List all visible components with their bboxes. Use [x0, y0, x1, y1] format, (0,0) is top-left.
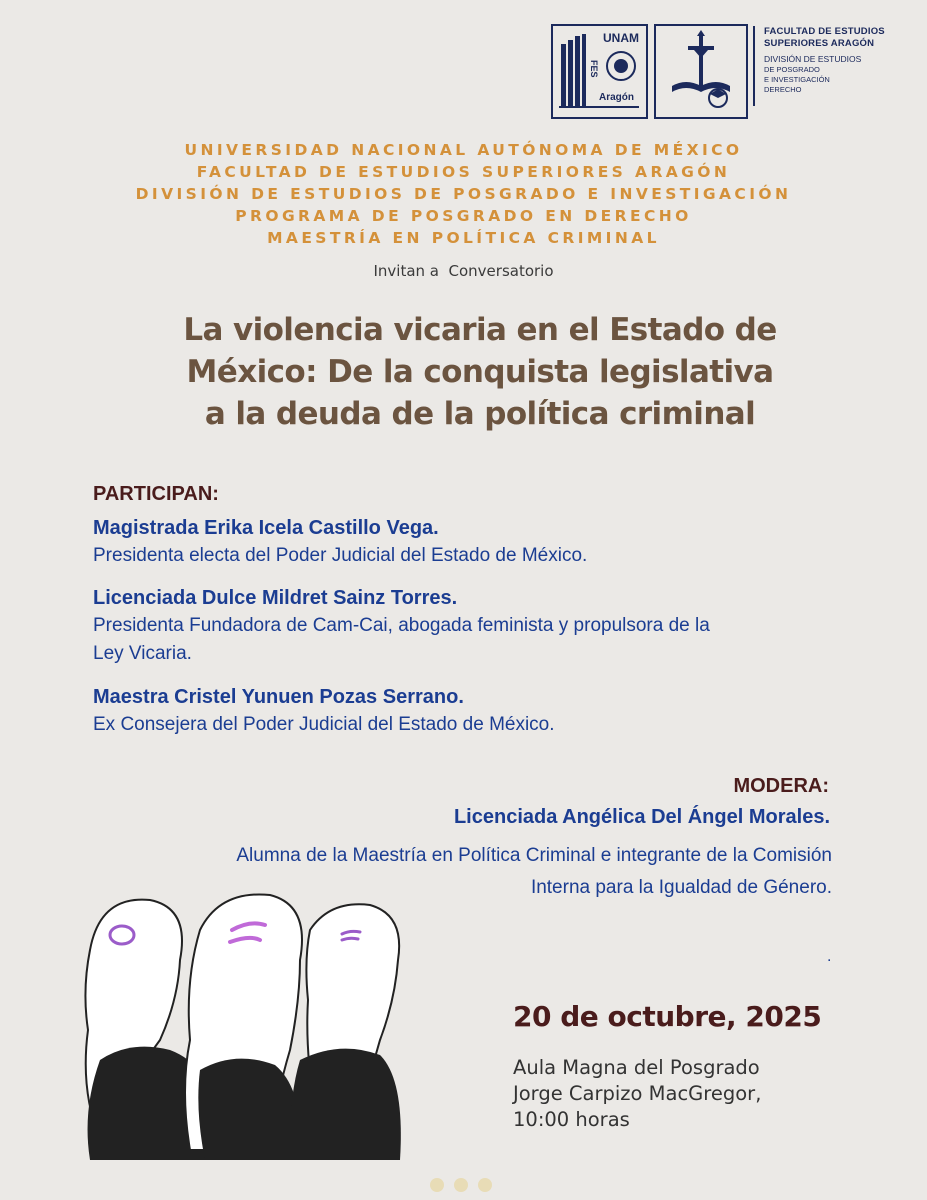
moderator-role-line: Alumna de la Maestría en Política Criminal e integrante de la Comisión — [236, 845, 832, 866]
participant-role: Presidenta electa del Poder Judicial del Estado de México. — [93, 545, 588, 566]
institution-header — [0, 139, 927, 249]
participant-1 — [93, 514, 863, 570]
faculty-logo-text — [764, 26, 924, 95]
faculty-line: SUPERIORES ARAGÓN — [764, 38, 875, 49]
fes-label: FES — [589, 60, 599, 78]
event-date: 20 de octubre, 2025 — [513, 1000, 822, 1033]
woman-right-body — [290, 1049, 401, 1160]
participants-heading: PARTICIPAN: — [93, 483, 219, 505]
institution-line: DIVISIÓN DE ESTUDIOS DE POSGRADO E INVESTIGACIÓN — [135, 185, 792, 203]
division-line: DERECHO — [764, 85, 802, 94]
pager-dot[interactable] — [454, 1178, 468, 1192]
participant-2 — [93, 584, 863, 668]
participant-role: Ley Vicaria. — [93, 643, 192, 664]
participant-role: Ex Consejera del Poder Judicial del Estado de México. — [93, 714, 555, 735]
pager-dot[interactable] — [430, 1178, 444, 1192]
division-line: DIVISIÓN DE ESTUDIOS — [764, 54, 862, 64]
derecho-logo — [654, 24, 748, 119]
institution-line: MAESTRÍA EN POLÍTICA CRIMINAL — [267, 229, 660, 247]
title-line: La violencia vicaria en el Estado de — [183, 312, 777, 348]
logo-divider — [753, 26, 755, 106]
stray-dot: . — [827, 948, 832, 965]
moderator-role-line: Interna para la Igualdad de Género. — [530, 877, 832, 898]
division-line: E INVESTIGACIÓN — [764, 75, 830, 84]
institution-line: UNIVERSIDAD NACIONAL AUTÓNOMA DE MÉXICO — [184, 141, 743, 159]
participant-name: Maestra Cristel Yunuen Pozas Serrano. — [93, 686, 464, 708]
faculty-line: FACULTAD DE ESTUDIOS — [764, 26, 885, 37]
carousel-pager[interactable] — [430, 1178, 492, 1192]
event-venue — [513, 1055, 761, 1133]
moderator-heading: MODERA: — [733, 775, 829, 797]
unam-fes-aragon-logo — [551, 24, 648, 119]
participant-name: Licenciada Dulce Mildret Sainz Torres. — [93, 587, 458, 609]
event-title — [100, 309, 860, 435]
participant-3 — [93, 683, 863, 739]
venue-line: 10:00 horas — [513, 1108, 630, 1131]
aragon-label: Aragón — [599, 92, 634, 103]
women-illustration — [60, 890, 420, 1160]
woman-middle-body — [198, 1059, 300, 1160]
division-line: DE POSGRADO — [764, 65, 820, 74]
participant-name: Magistrada Erika Icela Castillo Vega. — [93, 517, 439, 539]
institution-line: PROGRAMA DE POSGRADO EN DERECHO — [235, 207, 692, 225]
sword-scale-icon — [656, 26, 746, 117]
invitation-text: Invitan a Conversatorio — [373, 262, 554, 280]
unam-label: UNAM — [603, 31, 639, 45]
institution-line: FACULTAD DE ESTUDIOS SUPERIORES ARAGÓN — [196, 163, 731, 181]
title-line: México: De la conquista legislativa — [186, 354, 774, 390]
title-line: a la deuda de la política criminal — [204, 396, 756, 432]
moderator-name: Licenciada Angélica Del Ángel Morales. — [453, 806, 830, 828]
venue-line: Jorge Carpizo MacGregor, — [513, 1082, 762, 1105]
venue-line: Aula Magna del Posgrado — [513, 1056, 760, 1079]
participant-role: Presidenta Fundadora de Cam-Cai, abogada feminista y propulsora de la — [93, 615, 710, 636]
pager-dot[interactable] — [478, 1178, 492, 1192]
